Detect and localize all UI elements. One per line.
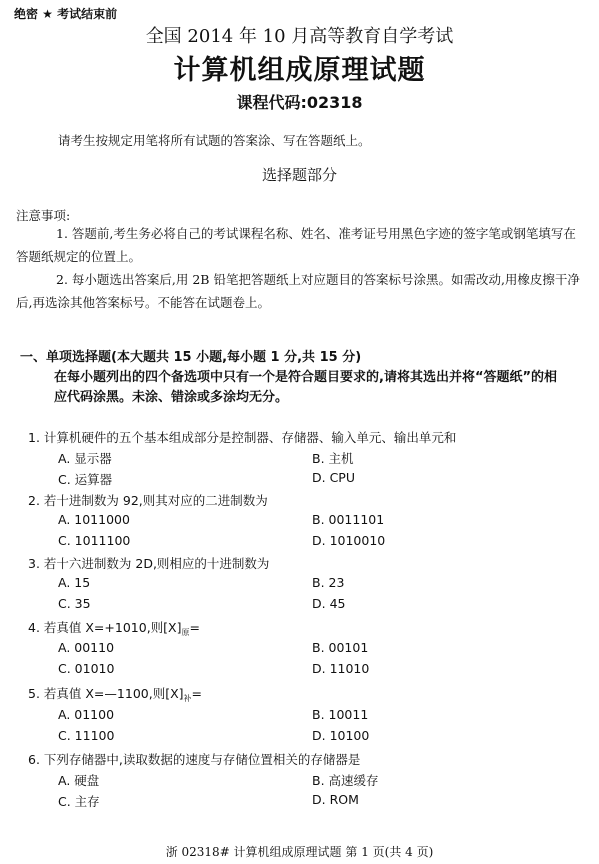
question-3-option-c: C. 35 bbox=[58, 596, 91, 611]
part-one-description: 在每小题列出的四个备选项中只有一个是符合题目要求的,请将其选出并将“答题纸”的相应代码涂黑。未涂、错涂或多涂均无分。 bbox=[54, 370, 558, 405]
page-footer: 浙 02318# 计算机组成原理试题 第 1 页(共 4 页) bbox=[165, 845, 434, 859]
question-4-option-c: C. 01010 bbox=[58, 661, 115, 676]
question-4-stem bbox=[28, 618, 200, 638]
question-4-stem-text: 4. 若真值 X=+1010,则[X] bbox=[28, 620, 182, 635]
answer-instruction: 请考生按规定用笔将所有试题的答案涂、写在答题纸上。 bbox=[58, 133, 371, 148]
question-1-option-c: C. 运算器 bbox=[58, 472, 113, 487]
question-2-option-c: C. 1011100 bbox=[58, 533, 131, 548]
question-4-stem-suffix: = bbox=[189, 620, 200, 635]
paper-title: 计算机组成原理试题 bbox=[173, 55, 426, 86]
section-title: 选择题部分 bbox=[261, 166, 337, 184]
question-5-option-b: B. 10011 bbox=[312, 707, 369, 722]
question-6-option-a: A. 硬盘 bbox=[58, 773, 100, 788]
question-5-stem-text: 5. 若真值 X=—1100,则[X] bbox=[28, 686, 184, 701]
question-6-option-b: B. 高速缓存 bbox=[312, 773, 379, 788]
question-1-option-a: A. 显示器 bbox=[58, 451, 112, 466]
question-2-option-a: A. 1011000 bbox=[58, 512, 130, 527]
question-3-option-b: B. 23 bbox=[312, 575, 345, 590]
question-1-option-d: D. CPU bbox=[312, 470, 355, 485]
question-5-option-c: C. 11100 bbox=[58, 728, 115, 743]
question-4-option-d: D. 11010 bbox=[312, 661, 370, 676]
question-3-stem: 3. 若十六进制数为 2D,则相应的十进制数为 bbox=[28, 556, 270, 571]
question-5-option-a: A. 01100 bbox=[58, 707, 115, 722]
question-5-stem bbox=[28, 684, 202, 704]
part-one-heading: 一、单项选择题(本大题共 15 小题,每小题 1 分,共 15 分) bbox=[20, 350, 362, 365]
question-6-stem: 6. 下列存储器中,读取数据的速度与存储位置相关的存储器是 bbox=[28, 752, 361, 767]
question-4-stem-subscript: 原 bbox=[181, 628, 190, 637]
exam-title: 全国 2014 年 10 月高等教育自学考试 bbox=[145, 26, 454, 47]
note-item-1: 1. 答题前,考生务必将自己的考试课程名称、姓名、准考证号用黑色字迹的签字笔或钢笔填写在答题纸规定的位置上。 bbox=[16, 226, 576, 264]
notes-title: 注意事项: bbox=[16, 208, 71, 223]
question-2-option-b: B. 0011101 bbox=[312, 512, 385, 527]
question-1-option-b: B. 主机 bbox=[312, 451, 354, 466]
question-6-option-d: D. ROM bbox=[312, 792, 359, 807]
question-2-stem: 2. 若十进制数为 92,则其对应的二进制数为 bbox=[28, 493, 268, 508]
question-4-option-b: B. 00101 bbox=[312, 640, 369, 655]
question-5-option-d: D. 10100 bbox=[312, 728, 370, 743]
question-6-option-c: C. 主存 bbox=[58, 794, 100, 809]
question-3-option-a: A. 15 bbox=[58, 575, 91, 590]
secret-label: 绝密 ★ 考试结束前 bbox=[14, 7, 118, 21]
question-5-stem-suffix: = bbox=[191, 686, 202, 701]
question-2-option-d: D. 1010010 bbox=[312, 533, 386, 548]
question-4-option-a: A. 00110 bbox=[58, 640, 115, 655]
course-code: 课程代码:02318 bbox=[236, 93, 363, 112]
question-1-stem: 1. 计算机硬件的五个基本组成部分是控制器、存储器、输入单元、输出单元和 bbox=[28, 430, 457, 445]
note-item-2: 2. 每小题选出答案后,用 2B 铅笔把答题纸上对应题目的答案标号涂黑。如需改动,用橡皮擦干净后,再选涂其他答案标号。不能答在试题卷上。 bbox=[16, 272, 580, 310]
question-3-option-d: D. 45 bbox=[312, 596, 346, 611]
question-5-stem-subscript: 补 bbox=[183, 694, 192, 703]
